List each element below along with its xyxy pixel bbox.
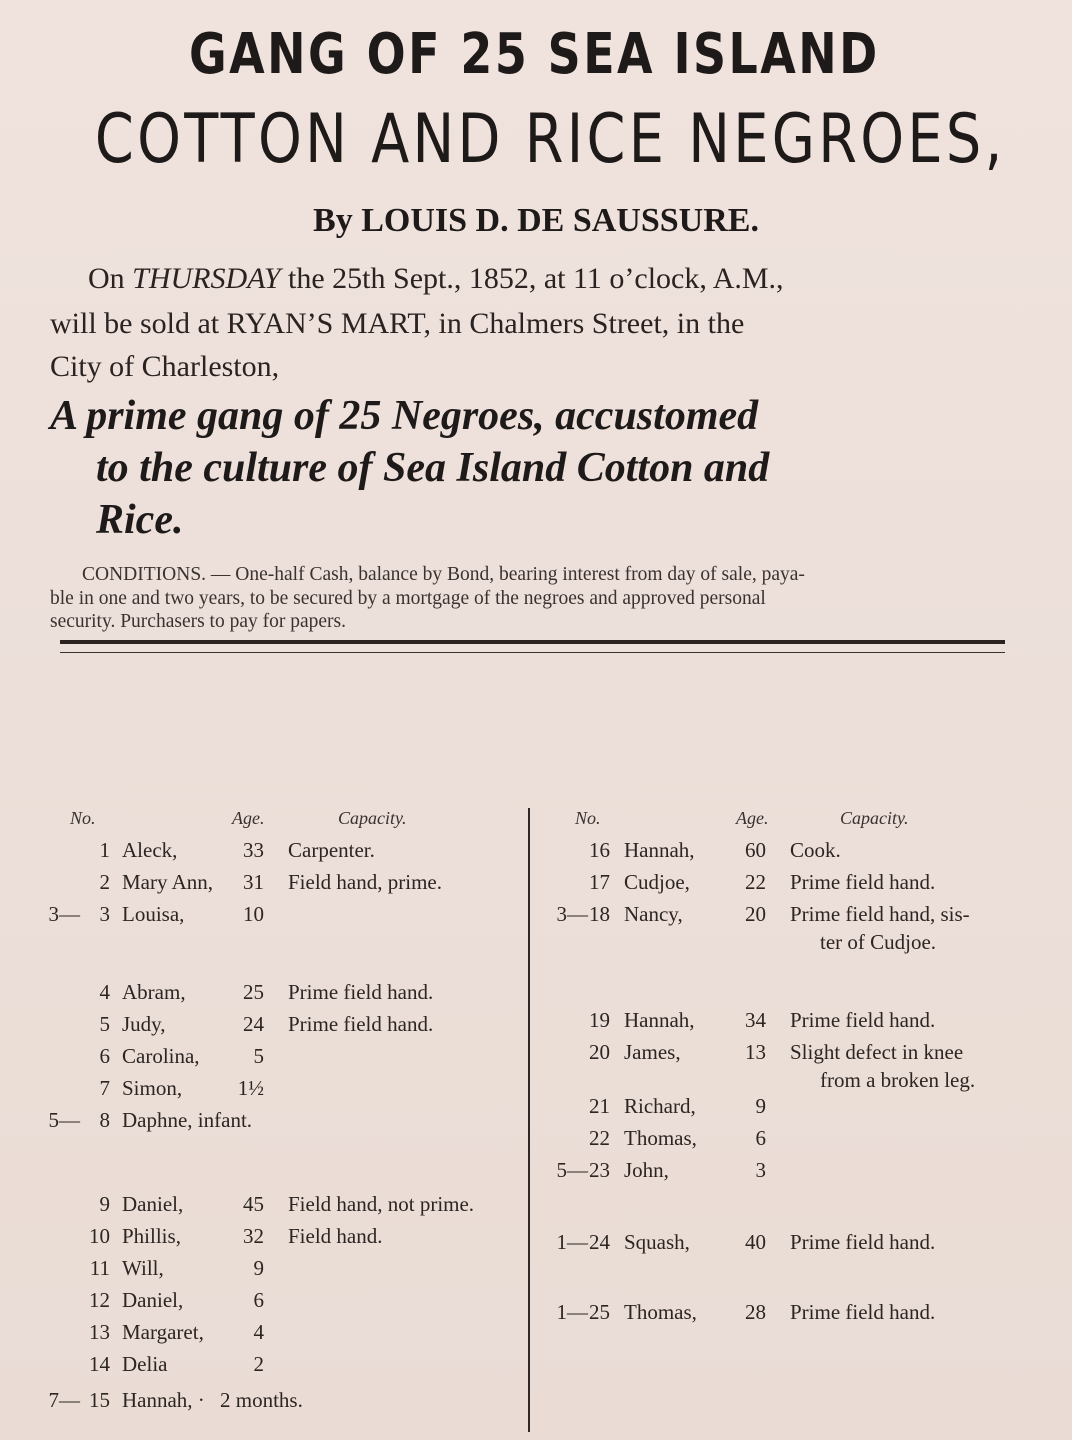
row-name: Margaret, (122, 1320, 204, 1344)
lot-number: 5— (556, 1158, 588, 1182)
row-age: 40 (745, 1230, 766, 1254)
row-name: Daphne, infant. (122, 1108, 253, 1132)
row-name: Will, (122, 1256, 164, 1280)
announcement-day: THURSDAY (132, 262, 281, 295)
right-header-age: Age. (736, 808, 769, 828)
left-header-age: Age. (232, 808, 265, 828)
row-number: 14 (89, 1352, 110, 1376)
headline-gang: GANG OF 25 SEA ISLAND (188, 22, 880, 87)
row-age: 9 (755, 1094, 766, 1118)
conditions-line-1: CONDITIONS. — One-half Cash, balance by Bond, bearing interest from day of sale, paya- (82, 564, 805, 585)
row-age: 2 months. (220, 1388, 303, 1412)
row-age: 25 (243, 980, 264, 1004)
row-number: 2 (99, 870, 110, 894)
row-number: 23 (589, 1158, 610, 1182)
row-capacity-cont: from a broken leg. (820, 1068, 976, 1092)
row-number: 3 (99, 902, 110, 926)
lot-number: 1— (556, 1230, 588, 1254)
row-name: Hannah, (624, 1008, 695, 1032)
row-name: Squash, (624, 1230, 690, 1254)
row-age: 5 (253, 1044, 264, 1068)
row-name: Daniel, (122, 1288, 184, 1312)
row-capacity: Cook. (790, 838, 841, 862)
row-number: 25 (589, 1300, 610, 1324)
row-name: Delia (122, 1352, 168, 1376)
row-number: 9 (99, 1192, 110, 1216)
row-capacity: Prime field hand. (790, 1230, 936, 1254)
row-capacity-cont: ter of Cudjoe. (820, 930, 937, 954)
row-number: 6 (99, 1044, 110, 1068)
row-age: 31 (243, 870, 264, 894)
row-name: James, (624, 1040, 681, 1064)
row-capacity: Prime field hand. (790, 1300, 936, 1324)
row-name: Carolina, (122, 1044, 200, 1068)
row-age: 33 (243, 838, 264, 862)
row-capacity: Prime field hand. (790, 1008, 936, 1032)
row-number: 13 (89, 1320, 110, 1344)
announcement-line-2: will be sold at RYAN’S MART, in Chalmers Street, in the (50, 307, 745, 340)
row-number: 24 (589, 1230, 610, 1254)
row-name: Thomas, (624, 1300, 697, 1324)
row-age: 1½ (237, 1076, 264, 1100)
row-name: Aleck, (122, 838, 178, 862)
rule-thick (60, 640, 1005, 644)
row-name: Hannah, (624, 838, 695, 862)
row-capacity: Prime field hand. (790, 870, 936, 894)
row-age: 10 (243, 902, 264, 926)
row-name: Louisa, (122, 902, 185, 926)
row-name: Daniel, (122, 1192, 184, 1216)
row-number: 12 (89, 1288, 110, 1312)
row-number: 5 (99, 1012, 110, 1036)
row-number: 11 (89, 1256, 110, 1280)
row-age: 4 (253, 1320, 264, 1344)
announcement-line-1: On THURSDAY the 25th Sept., 1852, at 11 o’clock, A.M., (88, 262, 784, 295)
row-age: 2 (253, 1352, 264, 1376)
row-age: 32 (243, 1224, 264, 1248)
row-name: Simon, (122, 1076, 183, 1100)
rule-thin (60, 652, 1005, 653)
row-name: Hannah, · (122, 1388, 205, 1412)
row-name: Mary Ann, (122, 870, 213, 894)
row-name: Richard, (624, 1094, 696, 1118)
row-age: 60 (745, 838, 766, 862)
column-divider (528, 808, 530, 1432)
row-name: John, (624, 1158, 669, 1182)
conditions-line-2: ble in one and two years, to be secured by a mortgage of the negroes and approved personal (50, 588, 766, 609)
row-age: 9 (253, 1256, 264, 1280)
row-capacity: Prime field hand. (288, 1012, 434, 1036)
lot-number: 1— (556, 1300, 588, 1324)
announcement-line-3: City of Charleston, (50, 350, 280, 383)
row-name: Thomas, (624, 1126, 697, 1150)
row-age: 24 (243, 1012, 264, 1036)
row-capacity: Field hand, prime. (288, 870, 442, 894)
lot-number: 7— (48, 1388, 80, 1412)
row-capacity: Prime field hand. (288, 980, 434, 1004)
right-header-no: No. (575, 808, 601, 828)
row-age: 3 (755, 1158, 766, 1182)
row-age: 6 (253, 1288, 264, 1312)
headline-line-1: A prime gang of 25 Negroes, accustomed (50, 393, 759, 439)
row-capacity: Field hand. (288, 1224, 383, 1248)
row-name: Abram, (122, 980, 186, 1004)
row-number: 8 (99, 1108, 110, 1132)
row-number: 21 (589, 1094, 610, 1118)
byline: By LOUIS D. DE SAUSSURE. (313, 202, 759, 239)
headline-cotton-rice: COTTON AND RICE NEGROES, (94, 100, 1006, 179)
row-name: Cudjoe, (624, 870, 690, 894)
left-header-no: No. (70, 808, 96, 828)
row-name: Phillis, (122, 1224, 181, 1248)
row-number: 7 (99, 1076, 110, 1100)
row-number: 15 (89, 1388, 110, 1412)
row-number: 18 (589, 902, 610, 926)
row-number: 20 (589, 1040, 610, 1064)
row-age: 34 (745, 1008, 766, 1032)
row-age: 28 (745, 1300, 766, 1324)
right-header-capacity: Capacity. (840, 808, 909, 828)
row-number: 17 (589, 870, 610, 894)
row-age: 22 (745, 870, 766, 894)
row-number: 16 (589, 838, 610, 862)
row-capacity: Field hand, not prime. (288, 1192, 475, 1216)
row-capacity: Prime field hand, sis- (790, 902, 970, 926)
row-name: Nancy, (624, 902, 683, 926)
row-number: 1 (99, 838, 110, 862)
row-number: 19 (589, 1008, 610, 1032)
conditions-line-3: security. Purchasers to pay for papers. (50, 611, 347, 632)
lot-number: 3— (556, 902, 588, 926)
row-age: 6 (755, 1126, 766, 1150)
row-age: 20 (745, 902, 766, 926)
lot-number: 3— (48, 902, 80, 926)
row-number: 10 (89, 1224, 110, 1248)
row-capacity: Slight defect in knee (790, 1040, 964, 1064)
row-capacity: Carpenter. (288, 838, 375, 862)
left-header-capacity: Capacity. (338, 808, 407, 828)
row-number: 22 (589, 1126, 610, 1150)
row-number: 4 (99, 980, 110, 1004)
row-age: 13 (745, 1040, 766, 1064)
headline-line-2: to the culture of Sea Island Cotton and (96, 445, 770, 491)
lot-number: 5— (48, 1108, 80, 1132)
headline-line-3: Rice. (96, 497, 184, 543)
row-name: Judy, (122, 1012, 166, 1036)
row-age: 45 (243, 1192, 264, 1216)
